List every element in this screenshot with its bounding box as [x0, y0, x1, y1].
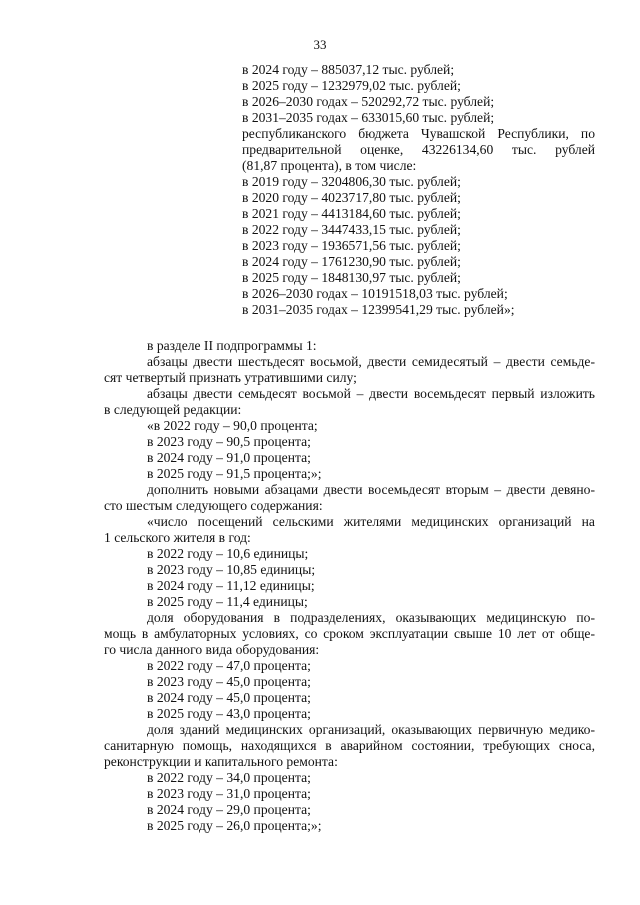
paragraph-line: санитарную помощь, находящихся в аварийном состоянии, требующих сноса,: [104, 738, 595, 753]
republic-budget-line2: [242, 142, 595, 158]
list-item: в 2024 году – 91,0 процента;: [147, 450, 311, 465]
paragraph-line: абзацы двести семьдесят восьмой – двести восемьдесят первый изложить: [147, 386, 595, 401]
paragraph-line: реконструкции и капитального ремонта:: [104, 754, 338, 769]
budget-line: в 2024 году – 885037,12 тыс. рублей;: [242, 62, 455, 77]
republic-budget-line1: республиканского бюджета Чувашской Республики, по: [242, 126, 595, 141]
budget-line: в 2025 году – 1848130,97 тыс. рублей;: [242, 270, 461, 285]
budget-line: в 2019 году – 3204806,30 тыс. рублей;: [242, 174, 461, 189]
word: жителями: [343, 514, 402, 529]
word: рублей: [555, 142, 595, 157]
word: медицинских: [411, 514, 489, 529]
word: на: [581, 514, 595, 529]
list-item: в 2022 году – 10,6 единицы;: [147, 546, 309, 561]
list-item: в 2024 году – 45,0 процента;: [147, 690, 311, 705]
list-item: в 2023 году – 90,5 процента;: [147, 434, 311, 449]
list-item: в 2025 году – 26,0 процента;»;: [147, 818, 322, 833]
paragraph-line: сто шестым следующего содержания:: [104, 498, 323, 513]
list-item: в 2024 году – 29,0 процента;: [147, 802, 311, 817]
list-item: в 2023 году – 10,85 единицы;: [147, 562, 316, 577]
budget-line: в 2022 году – 3447433,15 тыс. рублей;: [242, 222, 461, 237]
paragraph-line: мощь в амбулаторных условиях, со сроком эксплуатации свыше 10 лет от обще-: [104, 626, 595, 641]
word: сельскими: [272, 514, 334, 529]
paragraph-line: 1 сельского жителя в год:: [104, 530, 251, 545]
list-item: в 2023 году – 45,0 процента;: [147, 674, 311, 689]
list-item: в 2022 году – 34,0 процента;: [147, 770, 311, 785]
word: организаций: [498, 514, 572, 529]
word: оценке,: [360, 142, 404, 157]
paragraph-line: доля оборудования в подразделениях, оказывающих медицинскую по-: [147, 610, 595, 625]
list-item: в 2022 году – 47,0 процента;: [147, 658, 311, 673]
paragraph-line: в следующей редакции:: [104, 402, 242, 417]
budget-line: в 2024 году – 1761230,90 тыс. рублей;: [242, 254, 461, 269]
paragraph-line: дополнить новыми абзацами двести восемьдесят вторым – двести девяно-: [147, 482, 595, 497]
word: тыс.: [511, 142, 537, 157]
word: предварительной: [242, 142, 342, 157]
budget-line: в 2021 году – 4413184,60 тыс. рублей;: [242, 206, 461, 221]
budget-line: в 2026–2030 годах – 10191518,03 тыс. рублей;: [242, 286, 508, 301]
word: посещений: [197, 514, 263, 529]
paragraph-line: го числа данного вида оборудования:: [104, 642, 320, 657]
budget-line: в 2023 году – 1936571,56 тыс. рублей;: [242, 238, 461, 253]
list-item: в 2025 году – 91,5 процента;»;: [147, 466, 322, 481]
budget-line: в 2031–2035 годах – 12399541,29 тыс. рублей»;: [242, 302, 515, 317]
budget-line: в 2026–2030 годах – 520292,72 тыс. рублей;: [242, 94, 495, 109]
list-item: в 2025 году – 43,0 процента;: [147, 706, 311, 721]
page-number: 33: [313, 37, 327, 52]
word: 43226134,60: [421, 142, 494, 157]
paragraph-line: [147, 514, 595, 530]
list-item: «в 2022 году – 90,0 процента;: [147, 418, 318, 433]
paragraph-line: сят четвертый признать утратившими силу;: [104, 370, 357, 385]
list-item: в 2024 году – 11,12 единицы;: [147, 578, 315, 593]
budget-line: в 2020 году – 4023717,80 тыс. рублей;: [242, 190, 461, 205]
list-item: в 2025 году – 11,4 единицы;: [147, 594, 308, 609]
budget-line: в 2031–2035 годах – 633015,60 тыс. рублей;: [242, 110, 495, 125]
list-item: в 2023 году – 31,0 процента;: [147, 786, 311, 801]
section-heading: в разделе II подпрограммы 1:: [147, 338, 317, 353]
paragraph-line: доля зданий медицинских организаций, оказывающих первичную медико-: [147, 722, 595, 737]
republic-budget-line3: (81,87 процента), в том числе:: [242, 158, 417, 173]
budget-line: в 2025 году – 1232979,02 тыс. рублей;: [242, 78, 461, 93]
word: «число: [147, 514, 188, 529]
paragraph-line: абзацы двести шестьдесят восьмой, двести семидесятый – двести семьде-: [147, 354, 595, 369]
